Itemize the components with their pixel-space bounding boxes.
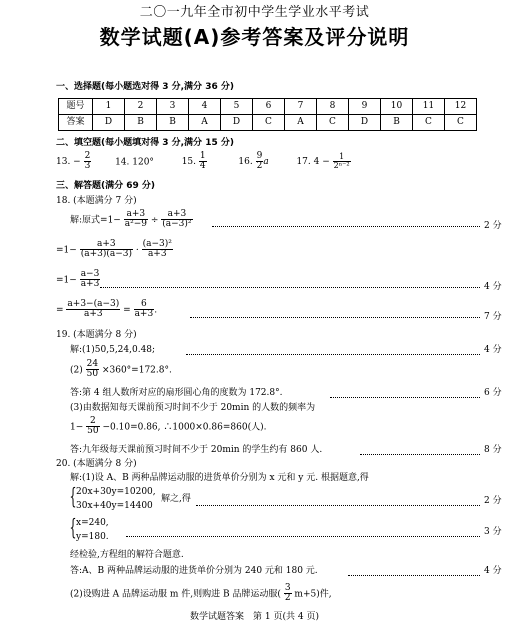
question-number: 10 bbox=[381, 99, 413, 115]
q18-line3: =1− $\frac{a-3}{a+3}$ bbox=[56, 269, 100, 290]
table-header-cell: 答案 bbox=[59, 115, 93, 131]
dotted-leader bbox=[190, 317, 480, 318]
q19-line6: 答:九年级每天课前预习时间不少于 20min 的学生约有 860 人. bbox=[70, 445, 323, 455]
q18-line2: =1− $\frac{a+3}{(a+3)(a-3)}$ · $\frac{\text{(a−3)²}}{a+3}$ bbox=[56, 239, 172, 260]
fraction: $\frac{3}{2}$ bbox=[284, 583, 291, 604]
score-mark: 6 分 bbox=[484, 388, 502, 398]
question-number: 6 bbox=[253, 99, 285, 115]
dotted-leader bbox=[196, 505, 480, 506]
dotted-leader bbox=[212, 226, 480, 227]
question-number: 1 bbox=[93, 99, 125, 115]
fraction: $\frac{6}{a+3}$ bbox=[134, 299, 154, 320]
answer-14: 14. 120° bbox=[115, 157, 154, 168]
fraction: $\frac{9}{2}$ bbox=[256, 151, 263, 172]
dotted-leader bbox=[360, 454, 480, 455]
fraction: $\frac{\text{(a−3)²}}{a+3}$ bbox=[142, 239, 172, 260]
dotted-leader bbox=[348, 575, 480, 576]
answer-cell: C bbox=[445, 115, 477, 131]
q18-line4: = $\frac{a+3-(a-3)}{a+3}$ = $\frac{6}{a+3}$ . bbox=[56, 299, 158, 320]
answer-key-page: 二〇一九年全市初中学生学业水平考试 数学试题(A)参考答案及评分说明 一、选择题(每小题选对得 3 分,满分 36 分) 题号 1 2 3 4 5 6 7 8 9 10 11 12 答案 D B B A D C A C D B C C 二、填空题(每小题填对得 3 分,满分 15 分) 13. − $\frac{2}{3}$ 14. 120° 15. $\frac{1}{4}$ 16. $\frac{9}{2}$ a 17. 4 − $\frac{1}{\text{2ⁿ⁻²}}$ 三、解答题(满分 69 分) 18. (本题满分 7 分) 解:原式=1− $\frac{a+3}{\text{a²−9}}$ ÷ $\frac{a+3}{\text{(a−3)²}}$ 2 分 =1− $\frac{a+3}{(a+3)(a-3)}$ · $\frac{\text{(a−3)²}}{a+3}$ =1− $\frac{a-3}{a+3}$ 4 分 = $\frac{a+3-(a-3)}{a+3}$ = $\frac{6}{a+3}$ . 7 分 19. (本题满分 8 分) 解:(1)50,5,24,0.48; 4 分 (2) $\frac{24}{50}$ ×360°=172.8°. 答:第 4 组人数所对应的扇形圆心角的度数为 172.8°. 6 分 (3)由数据知每天课前预习时间不少于 20min 的人数的频率为 1− $\frac{2}{50}$ −0.10=0.86, ∴1000×0.86=860(人). 答:九年级每天课前预习时间不少于 20min 的学生约有 860 人. 8 分 20. (本题满分 8 分) 解:(1)设 A、B 两种品牌运动服的进货单价分别为 x 元和 y 元. 根据题意,得 { 20x+30y=10200, 30x+40y=14400 解之,得 2 分 { x=240, y=180. 3 分 经检验,方程组的解符合题意. 答:A、B 两种品牌运动服的进货单价分别为 240 元和 180 元. 4 分 (2)设购进 A 品牌运动服 m 件,则购进 B 品牌运动服( $\frac{3}{2}$ m+5)件, 数学试题答案 第 1 页(共 4 页) bbox=[0, 0, 509, 632]
q18-line1: 解:原式=1− $\frac{a+3}{\text{a²−9}}$ ÷ $\frac{a+3}{\text{(a−3)²}}$ bbox=[70, 209, 192, 230]
question-number: 9 bbox=[349, 99, 381, 115]
dotted-leader bbox=[330, 397, 480, 398]
dotted-leader bbox=[186, 354, 480, 355]
section3-heading: 三、解答题(满分 69 分) bbox=[56, 181, 156, 191]
answer-cell: B bbox=[381, 115, 413, 131]
question-number: 8 bbox=[317, 99, 349, 115]
fraction: $\frac{a+3}{\text{a²−9}}$ bbox=[124, 209, 147, 230]
score-mark: 2 分 bbox=[484, 496, 502, 506]
fraction: $\frac{a+3}{\text{(a−3)²}}$ bbox=[162, 209, 192, 230]
section1-heading: 一、选择题(每小题选对得 3 分,满分 36 分) bbox=[56, 82, 234, 92]
question-number: 2 bbox=[125, 99, 157, 115]
question-number: 3 bbox=[157, 99, 189, 115]
fraction: $\frac{1}{\text{2ⁿ⁻²}}$ bbox=[333, 152, 350, 171]
answer-17: 17. 4 − $\frac{1}{\text{2ⁿ⁻²}}$ bbox=[296, 152, 350, 171]
brace-icon: { bbox=[69, 485, 77, 510]
fraction: $\frac{2}{3}$ bbox=[84, 151, 91, 172]
answer-cell: D bbox=[349, 115, 381, 131]
fill-in-answers bbox=[56, 152, 351, 172]
question-number: 12 bbox=[445, 99, 477, 115]
exam-title-line: 二〇一九年全市初中学生学业水平考试 bbox=[139, 5, 370, 20]
answer-cell: D bbox=[93, 115, 125, 131]
q20-part2: (2)设购进 A 品牌运动服 m 件,则购进 B 品牌运动服( $\frac{3}{2}$ m+5)件, bbox=[70, 583, 332, 604]
table-row-numbers bbox=[59, 99, 477, 115]
fraction: $\frac{2}{50}$ bbox=[87, 416, 99, 437]
q20-check: 经检验,方程组的解符合题意. bbox=[70, 550, 184, 560]
answer-cell: C bbox=[317, 115, 349, 131]
section2-heading: 二、填空题(每小题填对得 3 分,满分 15 分) bbox=[56, 138, 234, 148]
answer-16: 16. $\frac{9}{2}$ a bbox=[238, 151, 269, 172]
q20-line1: 解:(1)设 A、B 两种品牌运动服的进货单价分别为 x 元和 y 元. 根据题意,得 bbox=[70, 473, 369, 483]
answer-cell: A bbox=[285, 115, 317, 131]
score-mark: 3 分 bbox=[484, 527, 502, 537]
q19-line5: 1− $\frac{2}{50}$ −0.10=0.86, ∴1000×0.86=860(人). bbox=[70, 416, 267, 437]
question-number: 7 bbox=[285, 99, 317, 115]
score-mark: 4 分 bbox=[484, 282, 502, 292]
question-number: 11 bbox=[413, 99, 445, 115]
q20-answer: 答:A、B 两种品牌运动服的进货单价分别为 240 元和 180 元. bbox=[70, 566, 318, 576]
table-header-cell: 题号 bbox=[59, 99, 93, 115]
score-mark: 4 分 bbox=[484, 345, 502, 355]
page-title: 数学试题(A)参考答案及评分说明 bbox=[99, 25, 410, 49]
score-mark: 2 分 bbox=[484, 221, 502, 231]
answer-13: 13. − $\frac{2}{3}$ bbox=[56, 151, 91, 172]
score-mark: 7 分 bbox=[484, 312, 502, 322]
q19-line2: (2) $\frac{24}{50}$ ×360°=172.8°. bbox=[70, 359, 172, 380]
fraction: $\frac{24}{50}$ bbox=[86, 359, 99, 380]
answer-cell: B bbox=[157, 115, 189, 131]
question-number: 4 bbox=[189, 99, 221, 115]
answer-cell: A bbox=[189, 115, 221, 131]
q19-line4: (3)由数据知每天课前预习时间不少于 20min 的人数的频率为 bbox=[70, 403, 316, 413]
fraction: $\frac{a-3}{a+3}$ bbox=[80, 269, 100, 290]
q18-label: 18. (本题满分 7 分) bbox=[56, 196, 137, 206]
fraction: $\frac{a+3}{(a+3)(a-3)}$ bbox=[80, 239, 132, 260]
fraction: $\frac{a+3-(a-3)}{a+3}$ bbox=[67, 299, 120, 320]
score-mark: 8 分 bbox=[484, 445, 502, 455]
score-mark: 4 分 bbox=[484, 566, 502, 576]
q19-line1: 解:(1)50,5,24,0.48; bbox=[70, 345, 156, 355]
answer-cell: C bbox=[253, 115, 285, 131]
table-row-answers bbox=[59, 115, 477, 131]
answer-table bbox=[58, 98, 477, 131]
q19-line3: 答:第 4 组人数所对应的扇形圆心角的度数为 172.8°. bbox=[70, 388, 283, 398]
answer-15: 15. $\frac{1}{4}$ bbox=[181, 151, 206, 172]
answer-cell: C bbox=[413, 115, 445, 131]
dotted-leader bbox=[126, 536, 480, 537]
brace-icon: { bbox=[69, 516, 77, 541]
answer-cell: B bbox=[125, 115, 157, 131]
q19-label: 19. (本题满分 8 分) bbox=[56, 330, 137, 340]
fraction: $\frac{1}{4}$ bbox=[199, 151, 206, 172]
question-number: 5 bbox=[221, 99, 253, 115]
dotted-leader bbox=[100, 287, 480, 288]
page-footer: 数学试题答案 第 1 页(共 4 页) bbox=[190, 612, 319, 622]
answer-cell: D bbox=[221, 115, 253, 131]
q20-label: 20. (本题满分 8 分) bbox=[56, 459, 137, 469]
